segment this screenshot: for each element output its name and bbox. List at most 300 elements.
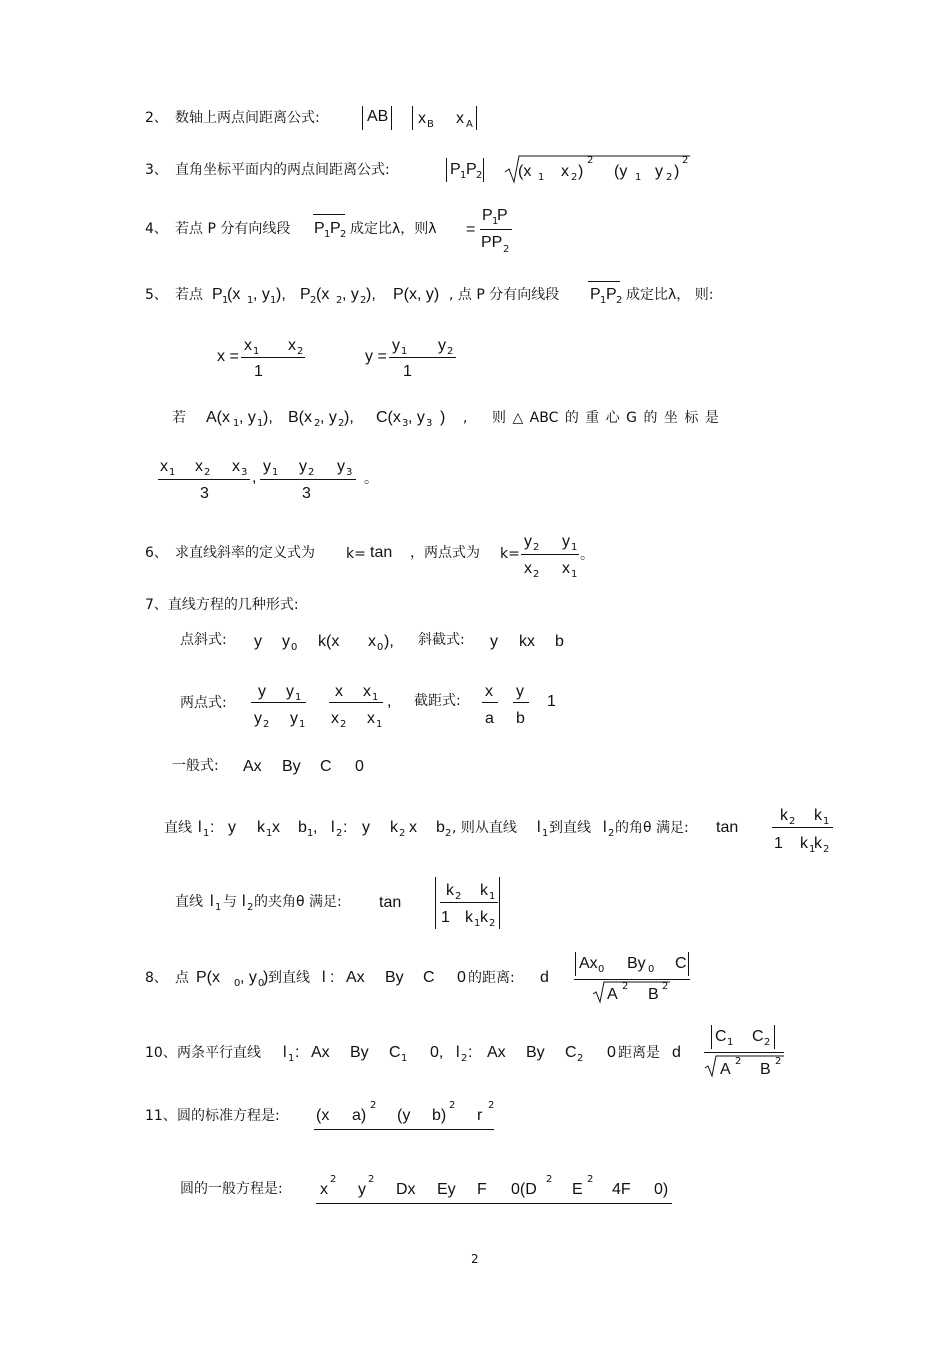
frac-denom: k [800,835,808,852]
frac-numer: k [446,882,454,899]
formula: l [198,819,202,836]
frac-numer: y [562,533,570,550]
angle-post: 的角θ 满足: [615,820,689,836]
formula-p2-coords: ), [366,286,376,303]
frac-denom: x [562,560,570,577]
formula: k [390,819,398,836]
frac-numer: k [780,807,788,824]
formula-sub: 2 [571,172,578,183]
formula: x [409,819,417,836]
formula-sub: 1 [460,170,467,181]
formula: : [468,1044,473,1061]
formula: E [572,1181,583,1198]
formula-sub: 1 [542,828,549,839]
underline [314,1129,494,1130]
formula-sub: 1 [215,902,222,913]
frac-numer: x [160,458,168,475]
formula-p1-coords: ), [276,286,286,303]
formula-tan: tan [379,894,402,911]
frac-numer: x [195,458,203,475]
formula: Ax [346,969,365,986]
abs-bar [575,952,576,976]
formula: Dx [396,1181,416,1198]
formula: By [526,1044,545,1061]
formula-c: C(x [376,409,401,426]
formula-p2-coords: (x [316,286,330,303]
included-post: 的夹角θ 满足: [254,894,342,910]
formula-sub: 2 [263,719,270,730]
frac-denom: x [524,560,532,577]
abs-bar [476,106,477,130]
frac-denom: 1 [441,909,450,926]
frac-denom: k [480,909,488,926]
item-6-mid: ，两点式为 [410,545,480,561]
formula: , [387,693,392,710]
formula-b: ), [344,409,354,426]
formula-sub: 2 [764,1037,771,1048]
frac-denom: x [367,710,375,727]
formula-seg-p1: P [314,220,325,237]
point-slope-label: 点斜式: [180,632,227,648]
formula-sub: 3 [346,467,353,478]
frac-denom: 3 [302,485,311,502]
item-3-text: 直角坐标平面内的两点间距离公式: [175,162,390,178]
abs-bar [446,158,447,182]
formula-p1: P [212,286,223,303]
frac-numer: x [363,683,371,700]
item-3-number: 3、 [145,162,168,178]
frac-numer: Ax [579,955,598,972]
formula-x2: x [561,163,569,180]
formula: l [210,893,214,910]
formula: : [330,969,335,986]
formula: y [358,1181,366,1198]
formula-sup: 2 [735,1056,742,1067]
frac-denom: b [516,710,525,727]
formula-sub: 0 [598,964,605,975]
vector-overline [313,214,345,215]
formula: y [362,819,370,836]
fraction-bar [158,479,250,480]
formula: (x [316,1107,330,1124]
formula: 0) [654,1181,669,1198]
formula: l [322,969,326,986]
item-2-number: 2、 [145,110,168,126]
frac-denom: A [607,986,618,1003]
formula-sub: 0 [291,642,298,653]
formula: r [477,1107,483,1124]
formula-sub: 2 [533,569,540,580]
frac-denom: 3 [200,485,209,502]
formula-sub: 2 [666,172,673,183]
formula: : [210,819,215,836]
formula-sub: 1 [809,844,816,855]
formula-sub: 2 [310,295,317,306]
formula: F [477,1181,487,1198]
fraction-bar [704,1052,784,1053]
formula: By [350,1044,369,1061]
formula: k [257,819,265,836]
frac-numer: y [299,458,307,475]
formula: C [320,758,332,775]
formula-ab: AB [367,108,389,125]
formula-sup: 2 [330,1174,337,1185]
frac-numer: y [438,337,446,354]
formula-p2-coords: , y [342,286,359,303]
formula: By [282,758,301,775]
formula: l [456,1044,460,1061]
formula: : [295,1044,300,1061]
formula: C [565,1044,577,1061]
formula-close: ) [578,163,584,180]
formula-sub: 1 [401,346,408,357]
formula: l [331,819,335,836]
formula-k: k= [346,546,366,562]
formula-sub: 0 [648,964,655,975]
formula-sub: 1 [376,719,383,730]
frac-numer: y [286,683,294,700]
frac-numer: P [497,207,508,224]
abs-bar [412,106,413,130]
frac-numer: x [232,458,240,475]
formula-sub: 2 [247,902,254,913]
formula-sub: 1 [253,346,260,357]
formula-sub: 1 [266,828,273,839]
formula: 0 [457,969,466,986]
underline [316,1203,672,1204]
formula: y [490,633,498,650]
formula-sub: 2 [447,346,454,357]
item-8-post: 的距离: [468,970,515,986]
item-5-number: 5、 [145,287,168,303]
frac-denom: y [290,710,298,727]
formula-sub: 0 [234,978,241,989]
formula: l [242,893,246,910]
abs-bar [499,877,500,929]
formula-sub: 1 [247,295,254,306]
fraction-bar [513,702,529,703]
formula-d: d [540,969,549,986]
formula-sub: 2 [399,828,406,839]
formula-sub: 1 [324,229,331,240]
formula-sub: 2 [340,719,347,730]
formula: , [313,819,318,836]
formula: y [254,633,262,650]
frac-numer: x [288,337,296,354]
formula-p2: P [466,161,477,178]
fraction-bar [480,229,512,230]
formula-sub: 1 [270,295,277,306]
frac-numer: x [244,337,252,354]
formula: Ax [487,1044,506,1061]
frac-denom: 1 [774,835,783,852]
formula-sub: 0 [258,978,265,989]
formula-sub: 1 [299,719,306,730]
angle-mid: , 则从直线 [452,820,517,836]
formula-y-eq: y = [365,348,387,365]
formula-c: , y [408,409,425,426]
formula-sub: 1 [272,467,279,478]
formula-y2: y [655,163,663,180]
formula-sub: 1 [571,569,578,580]
frac-numer: C [752,1028,764,1045]
formula-sub: 2 [360,295,367,306]
formula-seg-p2: P [330,220,341,237]
formula-tan: tan [370,544,393,561]
formula-sub: 1 [203,828,210,839]
abs-bar [391,106,392,130]
formula: By [385,969,404,986]
formula-sub: 2 [476,170,483,181]
formula-sup: 2 [368,1174,375,1185]
formula-xb: x [418,110,426,127]
frac-denom: B [648,986,659,1003]
formula-sub: 2 [297,346,304,357]
frac-denom: x [331,710,339,727]
formula-sub: 1 [492,216,499,227]
formula-sub: 1 [823,816,830,827]
formula-sub: 1 [233,418,240,429]
fraction-bar [521,554,579,555]
abs-bar [435,877,436,929]
frac-numer: P [482,207,493,224]
formula: 1 [547,693,556,710]
formula: kx [519,633,535,650]
formula-sub: 1 [372,692,379,703]
general-circle-label: 圆的一般方程是: [180,1181,283,1197]
vector-overline [588,281,620,282]
formula: l [283,1044,287,1061]
formula-eq: = [466,221,476,238]
formula-sub: 0 [377,642,384,653]
frac-numer: y [337,458,345,475]
item-8-to: 到直线 [268,970,310,986]
frac-numer: k [480,882,488,899]
centroid-comma: , [463,410,468,426]
item-6-text: 求直线斜率的定义式为 [175,545,315,561]
item-11-text: 圆的标准方程是: [177,1108,280,1124]
abs-bar [774,1025,775,1049]
item-11-number: 11、 [145,1108,177,1124]
item-10-text: 两条平行直线 [177,1045,261,1061]
formula-sub: 1 [635,172,642,183]
formula: x [320,1181,328,1198]
frac-numer: y [258,683,266,700]
formula: 0, [430,1044,444,1061]
item-5-post: 成定比λ， 则: [626,287,714,303]
abs-bar [688,952,689,976]
formula-sup: 2 [370,1100,377,1111]
item-8-pre: 点 [175,970,189,986]
formula: C [389,1044,401,1061]
frac-numer: C [715,1028,727,1045]
formula-sup: 2 [488,1100,495,1111]
fraction-bar [260,479,356,480]
formula-sub: 1 [538,172,545,183]
fraction-bar [772,827,833,828]
sqrt-sign-icon [704,1054,784,1078]
frac-numer: y [392,337,400,354]
formula-a: , y [239,409,256,426]
formula: ), [384,633,394,650]
formula-sup: 2 [662,981,669,992]
formula-sub: 1 [169,467,176,478]
formula-sub: 2 [455,891,462,902]
formula: 4F [612,1181,631,1198]
frac-denom: 1 [403,363,412,380]
frac-denom: k [465,909,473,926]
slope-intercept-label: 斜截式: [418,632,465,648]
formula-sup: 2 [622,981,629,992]
fraction-bar [241,357,305,358]
frac-numer: x [335,683,343,700]
angle-pre: 直线 [164,820,192,836]
formula-sub: 1 [489,891,496,902]
formula-sup: 2 [775,1056,782,1067]
formula-sup: 2 [682,155,689,166]
formula: b [436,819,445,836]
formula: y [228,819,236,836]
formula-sub: 2 [445,828,452,839]
formula-b: B(x [288,409,312,426]
frac-denom: B [760,1061,771,1078]
formula-sub: 2 [336,828,343,839]
formula-sup: 2 [449,1100,456,1111]
formula-sub: 2 [577,1053,584,1064]
formula-sub: 1 [600,295,607,306]
formula-seg-p2: P [606,286,617,303]
formula-sub: 3 [241,467,248,478]
formula: x [272,819,280,836]
frac-denom: 1 [254,363,263,380]
formula-sup: 2 [587,1174,594,1185]
formula-p: P(x, y) [393,286,440,303]
formula-open: (x [518,163,532,180]
frac-denom: A [720,1061,731,1078]
fraction-bar [251,702,306,703]
formula-sup: 2 [546,1174,553,1185]
formula-sub: 1 [401,1053,408,1064]
frac-numer: k [814,807,822,824]
item-6-number: 6、 [145,545,168,561]
formula-xa: x [456,110,464,127]
formula: Ax [243,758,262,775]
formula: C [423,969,435,986]
item-5-mid: , 点 P 分有向线段 [449,287,560,303]
fraction-bar [389,357,456,358]
formula-sub: 1 [727,1037,734,1048]
formula-sub: 2 [336,295,343,306]
formula-sub: 2 [608,828,615,839]
item-8-number: 8、 [145,970,168,986]
formula: b) [432,1107,447,1124]
formula-sub: 1 [222,295,229,306]
frac-numer: C [675,955,687,972]
formula-sub: 2 [616,295,623,306]
formula-p1-coords: (x [227,286,241,303]
formula-p1: P [450,161,461,178]
item-2-text: 数轴上两点间距离公式: [175,110,320,126]
formula-p1-coords: , y [253,286,270,303]
formula-seg-p1: P [590,286,601,303]
formula: y [282,633,290,650]
abs-bar [483,158,484,182]
formula-open: (y [614,163,628,180]
formula-sub: 2 [789,816,796,827]
formula-x-eq: x = [217,348,239,365]
item-10-number: 10、 [145,1045,177,1061]
formula: x [368,633,376,650]
item-4-number: 4、 [145,221,168,237]
formula: P(x [196,969,220,986]
centroid-end: 。 [364,471,378,487]
item-4-text: 若点 P 分有向线段 [175,221,291,237]
formula: Ax [311,1044,330,1061]
general-label: 一般式: [172,758,219,774]
formula: , y [240,969,257,986]
formula-sub: 2 [823,844,830,855]
formula: b [298,819,307,836]
item-6-end: 。 [580,547,594,563]
formula-sep: , [252,469,257,486]
formula-sub: 2 [204,467,211,478]
formula-sub: 2 [338,418,345,429]
formula-sub: 2 [503,244,510,255]
formula: Ey [437,1181,456,1198]
formula: : [343,819,348,836]
frac-numer: y [524,533,532,550]
formula-sub: 1 [571,542,578,553]
formula-sub: 2 [340,229,347,240]
fraction-bar [482,702,498,703]
formula: l [537,819,541,836]
formula-sub: 1 [288,1053,295,1064]
formula-sub: B [427,119,434,130]
abs-bar [711,1025,712,1049]
formula-sub: 1 [295,692,302,703]
frac-numer: x [485,683,493,700]
frac-numer: y [516,683,524,700]
formula-sub: 1 [307,828,314,839]
formula-sub: 3 [426,418,433,429]
formula-sub: 1 [474,918,481,929]
included-pre: 直线 [175,894,203,910]
formula: l [603,819,607,836]
item-4-post: 成定比λ，则λ [350,221,437,237]
formula: k(x [318,633,340,650]
item-10-post: 距离是 [618,1045,660,1061]
formula: 0 [355,758,364,775]
formula: a) [352,1107,367,1124]
abs-bar [362,106,363,130]
formula-sub: A [466,119,473,130]
included-yu: 与 [223,894,237,910]
two-point-label: 两点式: [180,695,227,711]
formula-d: d [672,1044,681,1061]
formula: 0 [607,1044,616,1061]
formula-sub: 2 [489,918,496,929]
page-number: 2 [471,1252,479,1266]
formula: b [555,633,564,650]
formula-sub: 2 [314,418,321,429]
item-7-heading: 7、直线方程的几种形式: [145,597,299,613]
centroid-text: 则 △ ABC 的 重 心 G 的 坐 标 是 [492,410,719,426]
intercept-label: 截距式: [414,693,461,709]
formula-p2: P [300,286,311,303]
formula: ) [263,969,269,986]
fraction-bar [329,702,383,703]
frac-denom: k [814,835,822,852]
